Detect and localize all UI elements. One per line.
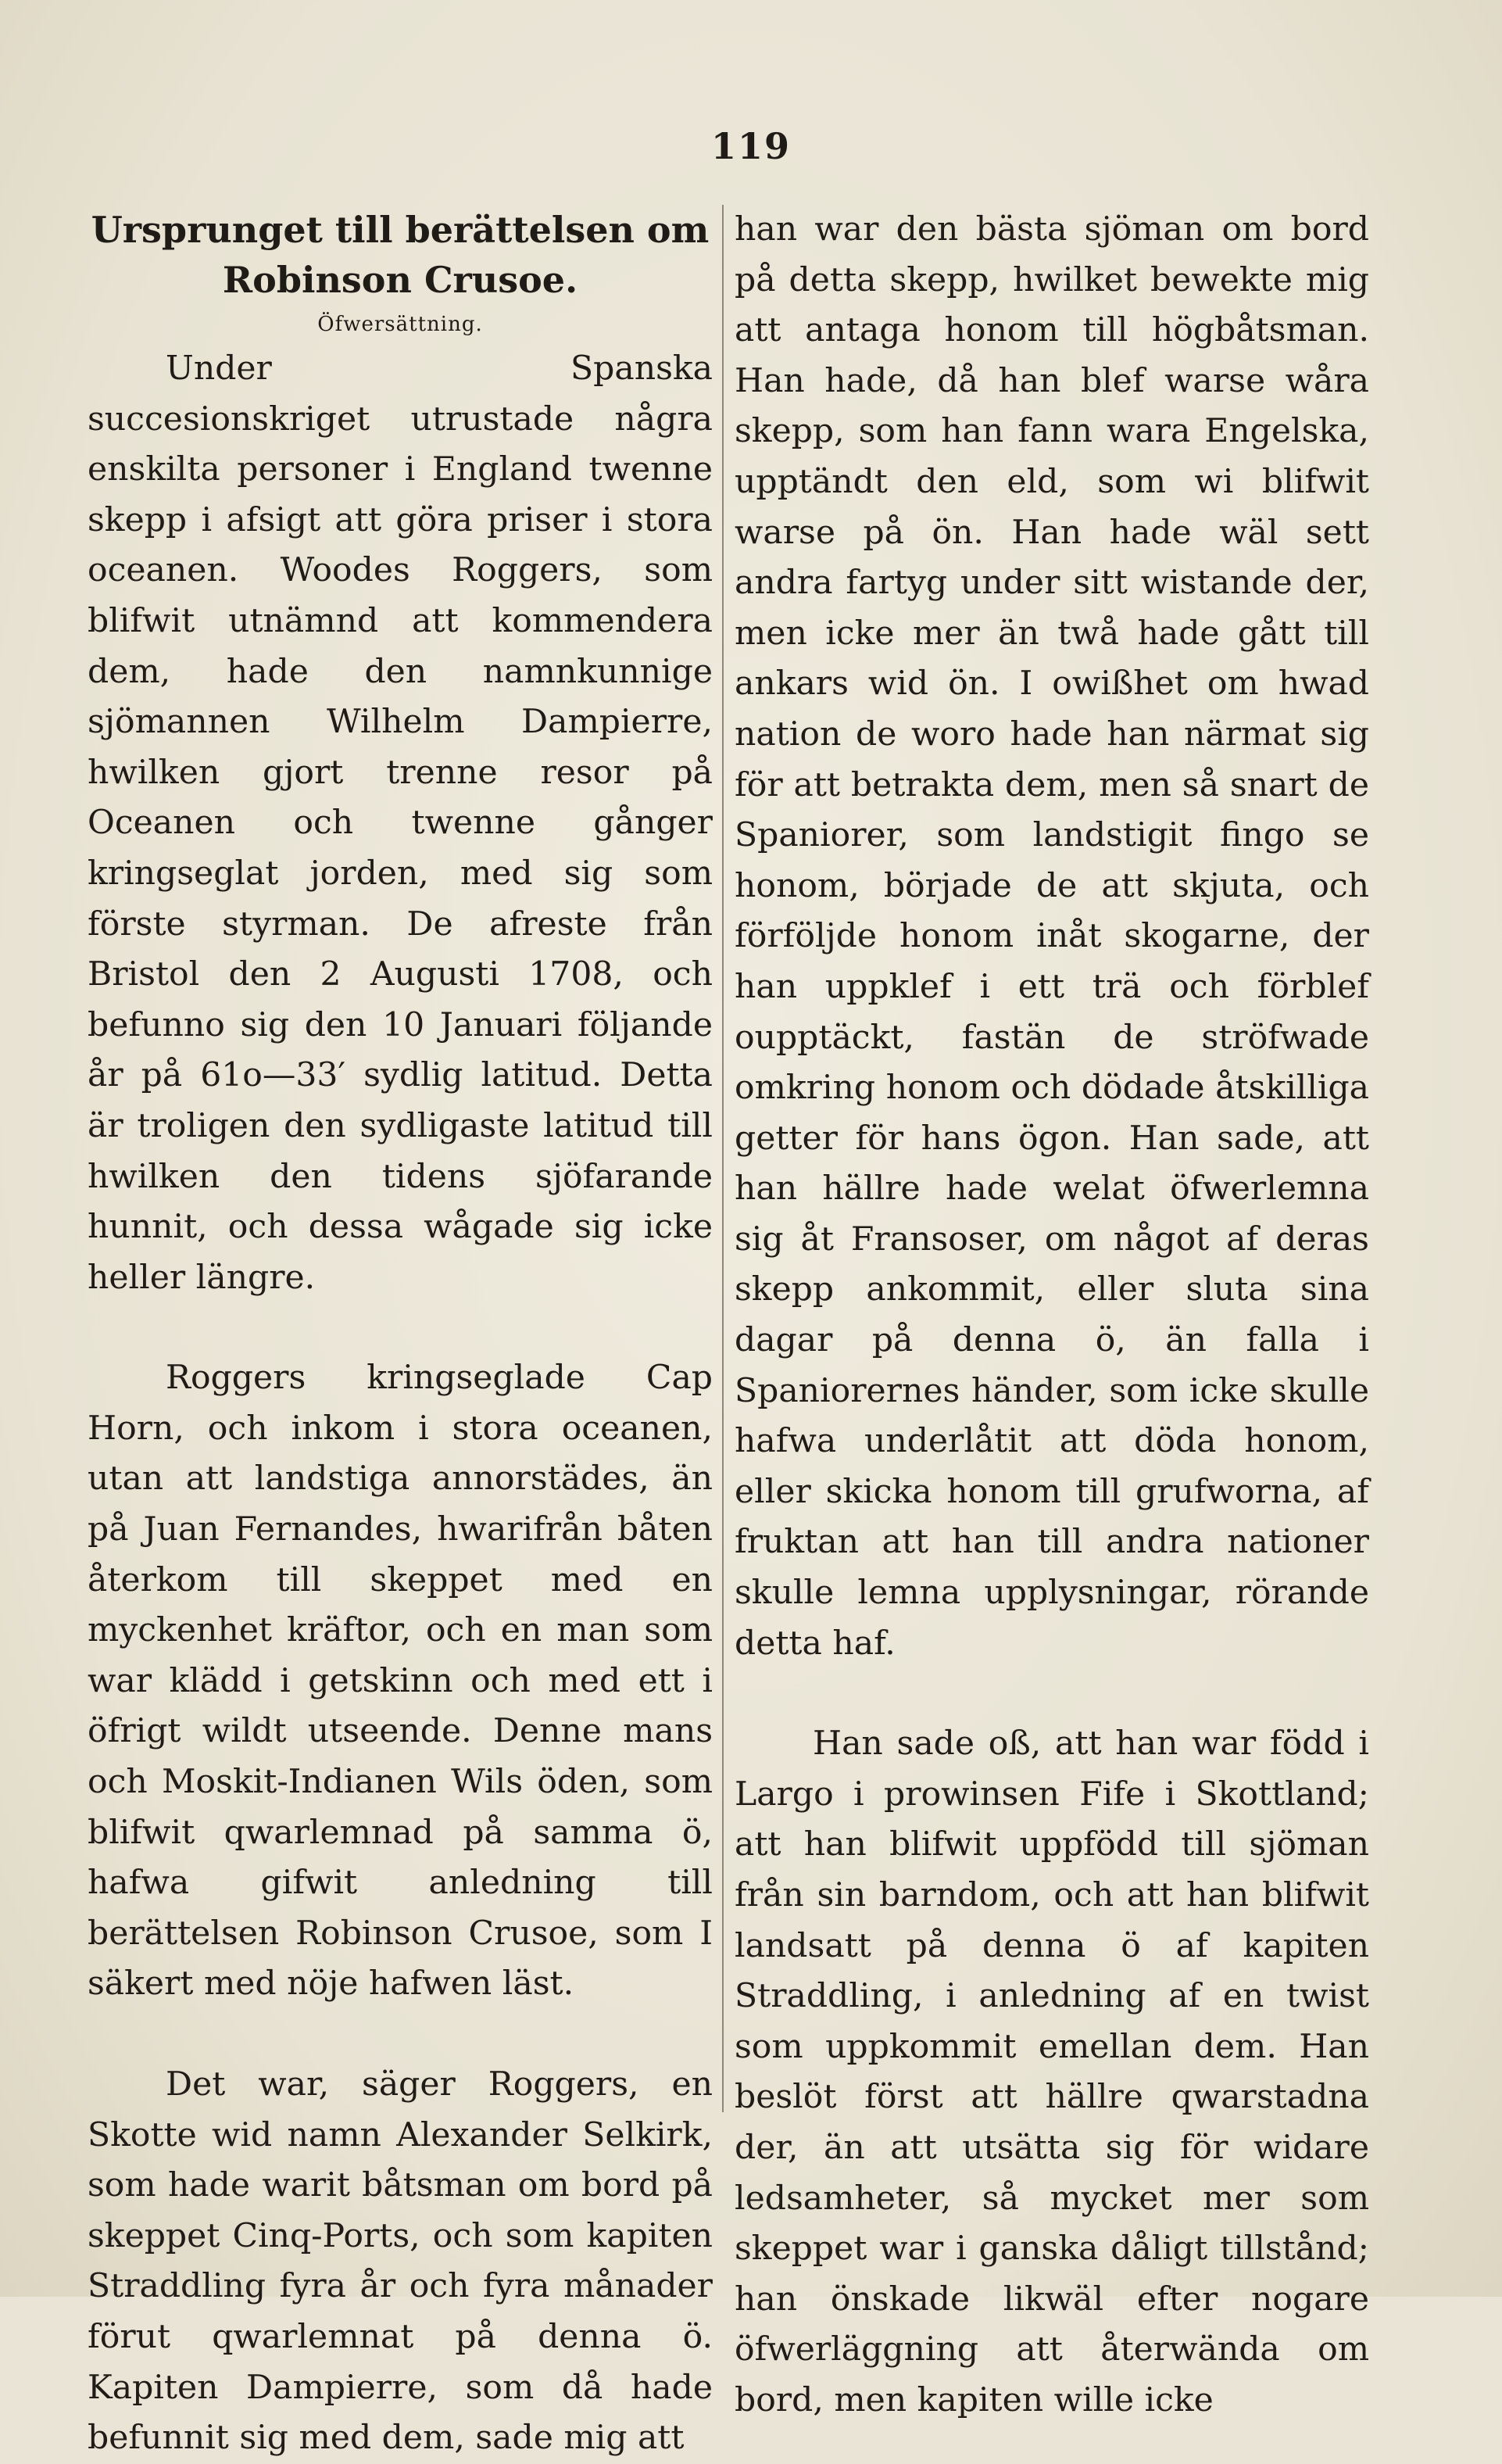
article-subtitle: Öfwersättning. [317,313,483,336]
left-column [88,205,713,2464]
paragraph: han war den bästa sjöman om bord på detta skepp, hwilket bewekte mig att antaga honom till högbåtsman. Han hade, då han blef warse wåra skepp, som han fann wara Engelska, upptändt den eld, som wi blifwit warse på ön. Han hade wäl sett andra fartyg under sitt wistande der, men icke mer än twå hade gått till ankars wid ön. I owißhet om hwad nation de woro hade han närmat sig för att betrakta dem, men så snart de Spaniorer, som landstigit fingo se honom, började de att skjuta, och förföljde honom inåt skogarne, der han uppklef i ett trä och förblef oupptäckt, fastän de ströfwade omkring honom och dödade åtskilliga getter för hans ögon. Han sade, att han hällre hade welat öfwerlemna sig åt Fransoser, om något af deras skepp ankommit, eller sluta sina dagar på denna ö, än falla i Spaniorernes händer, som icke skulle hafwa underlåtit att döda honom, eller skicka honom till grufworna, af fruktan att han till andra nationer skulle lemna upplysningar, rörande detta haf. [735,210,1369,1663]
page-number: 119 [710,125,792,167]
article-title: Ursprunget till berättelsen om Robinson Crusoe. [91,209,710,301]
paragraph: Han sade oß, att han war född i Largo i prowinsen Fife i Skottland; att han blifwit uppfödd till sjöman från sin barndom, och att han blifwit landsatt på denna ö af kapiten Straddling, i anledning af en twist som uppkommit emellan dem. Han beslöt först att hällre qwarstadna der, än att utsätta sig för widare ledsamheter, så mycket mer som skeppet war i ganska dåligt tillstånd; han önskade likwäl efter nogare öfwerläggning att återwända om bord, men kapiten wille icke [735,1724,1369,2419]
paragraph: Det war, säger Roggers, en Skotte wid namn Alexander Selkirk, som hade warit båtsman om bord på skeppet Cinq-Ports, och som kapiten Straddling fyra år och fyra månader förut qwarlemnat på denna ö. Kapiten Dampierre, som då hade befunnit sig med dem, sade mig att [88,2065,713,2458]
column-divider [722,205,724,2112]
paragraph: Roggers kringseglade Cap Horn, och inkom i stora oceanen, utan att landstiga annorstädes, än på Juan Fernandes, hwarifrån båten återkom till skeppet med en myckenhet kräftor, och en man som war klädd i getskinn och med ett i öfrigt wildt utseende. Denne mans och Moskit-Indianen Wils öden, som blifwit qwarlemnad på samma ö, hafwa gifwit anledning till berättelsen Robinson Crusoe, som I säkert med nöje hafwen läst. [88,1359,713,2004]
paragraph: Under Spanska succesionskriget utrustade några enskilta personer i England twenne skepp i afsigt att göra priser i stora oceanen. Woodes Roggers, som blifwit utnämnd att kommendera dem, hade den namnkunnige sjömannen Wilhelm Dampierre, hwilken gjort trenne resor på Oceanen och twenne gånger kringseglat jorden, med sig som förste styrman. De afreste från Bristol den 2 Augusti 1708, och befunno sig den 10 Januari följande år på 61o—33′ sydlig latitud. Detta är troligen den sydligaste latitud till hwilken den tidens sjöfarande hunnit, och dessa wågade sig icke heller längre. [88,349,713,1297]
right-column [735,205,1369,2426]
